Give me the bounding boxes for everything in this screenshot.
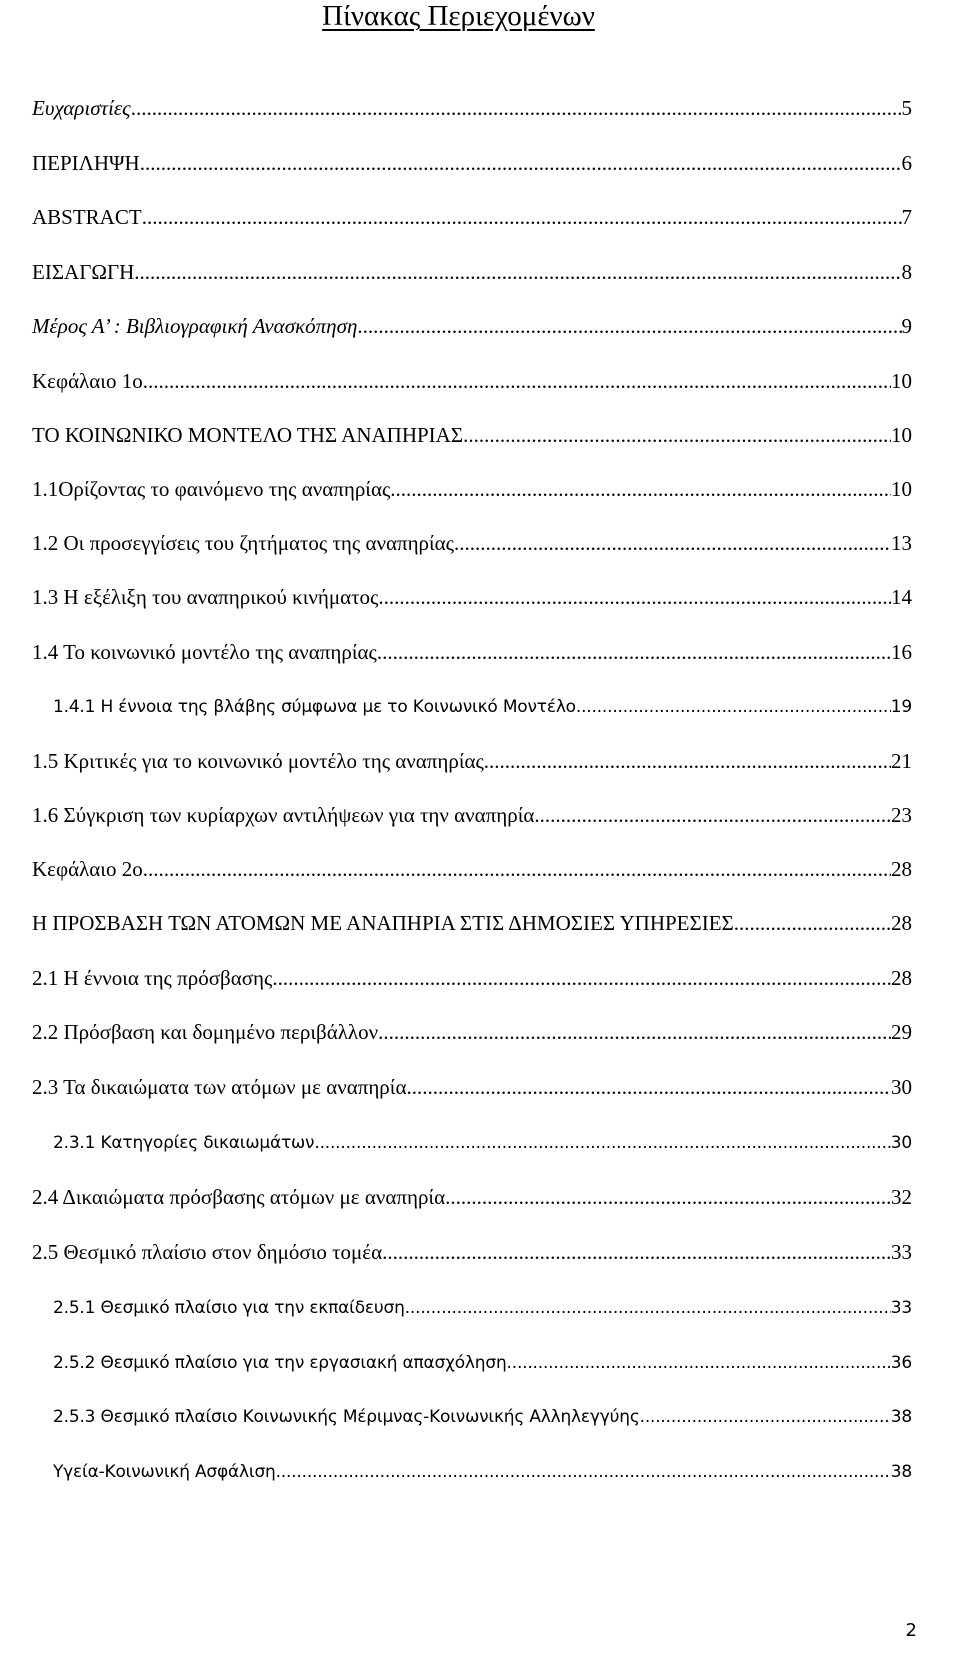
toc-entry-page: 23 [891, 803, 912, 827]
toc-entry[interactable] [0, 638, 912, 666]
toc-entry[interactable] [0, 94, 912, 122]
toc-entry[interactable] [0, 1018, 912, 1046]
toc-dot-leader [507, 1349, 891, 1377]
toc-entry[interactable] [0, 855, 912, 883]
toc-entry[interactable] [0, 801, 912, 829]
toc-entry[interactable] [0, 747, 912, 775]
toc-dot-leader [357, 312, 901, 340]
toc-entry-page: 16 [891, 640, 912, 664]
toc-entry-page: 9 [901, 314, 912, 338]
toc-entry[interactable] [0, 1458, 912, 1486]
toc-entry[interactable] [0, 312, 912, 340]
toc-entry-page: 13 [891, 531, 912, 555]
toc-dot-leader [454, 529, 891, 557]
toc-entry-label: 2.2 Πρόσβαση και δομημένο περιβάλλον [32, 1020, 379, 1044]
toc-dot-leader [406, 1073, 891, 1101]
toc-dot-leader [534, 801, 891, 829]
toc-entry-label: ΤΟ ΚΟΙΝΩΝΙΚΟ ΜΟΝΤΕΛΟ ΤΗΣ ΑΝΑΠΗΡΙΑΣ [32, 423, 464, 447]
toc-dot-leader [276, 1458, 891, 1486]
toc-entry-page: 33 [890, 1298, 912, 1318]
toc-entry[interactable] [0, 1349, 912, 1377]
toc-entry-label: 2.5.1 Θεσμικό πλαίσιο για την εκπαίδευση [53, 1298, 405, 1318]
toc-entry-label: 2.5.3 Θεσμικό πλαίσιο Κοινωνικής Μέριμνας-Κοινωνικής Αλληλεγγύης [53, 1407, 640, 1427]
toc-entry-label: Κεφάλαιο 1ο [32, 369, 143, 393]
toc-entry[interactable] [0, 1073, 912, 1101]
toc-entry-label: 2.3.1 Κατηγορίες δικαιωμάτων [53, 1133, 315, 1153]
toc-entry-page: 19 [890, 697, 912, 717]
toc-dot-leader [445, 1183, 891, 1211]
toc-entry-page: 14 [891, 585, 912, 609]
toc-entry-page: 32 [891, 1185, 912, 1209]
toc-entry-page: 6 [901, 151, 912, 175]
toc-dot-leader [463, 421, 891, 449]
toc-entry-page: 38 [890, 1407, 912, 1427]
toc-entry[interactable] [0, 964, 912, 992]
toc-dot-leader [405, 1294, 891, 1322]
toc-entry[interactable] [0, 203, 912, 231]
toc-entry-label: 2.4 Δικαιώματα πρόσβασης ατόμων με αναπηρία [32, 1185, 446, 1209]
toc-entry-label: 1.2 Οι προσεγγίσεις του ζητήματος της αναπηρίας [32, 531, 454, 555]
toc-entry-page: 28 [891, 966, 912, 990]
toc-entry-label: 2.5 Θεσμικό πλαίσιο στον δημόσιο τομέα [32, 1240, 383, 1264]
toc-entry-page: 7 [901, 205, 912, 229]
toc-entry-label: Υγεία-Κοινωνική Ασφάλιση [53, 1462, 276, 1482]
toc-entry[interactable] [0, 421, 912, 449]
toc-entry-label: Ευχαριστίες [32, 96, 131, 120]
toc-entry-page: 8 [901, 260, 912, 284]
toc-dot-leader [640, 1403, 891, 1431]
toc-entry-label: 2.5.2 Θεσμικό πλαίσιο για την εργασιακή απασχόληση [53, 1353, 507, 1373]
toc-dot-leader [382, 1238, 891, 1266]
toc-dot-leader [143, 855, 891, 883]
toc-entry-label: ΕΙΣΑΓΩΓΗ [32, 260, 135, 284]
toc-dot-leader [140, 149, 902, 177]
toc-dot-leader [576, 693, 891, 721]
toc-entry-page: 33 [891, 1240, 912, 1264]
toc-entry-label: 2.3 Τα δικαιώματα των ατόμων με αναπηρία [32, 1075, 407, 1099]
toc-entry-page: 28 [891, 911, 912, 935]
toc-dot-leader [134, 258, 901, 286]
toc-entry-label: ΠΕΡΙΛΗΨΗ [32, 151, 140, 175]
toc-entry-page: 28 [891, 857, 912, 881]
toc-entry[interactable] [0, 1403, 912, 1431]
toc-entry[interactable] [0, 1183, 912, 1211]
toc-entry-label: Η ΠΡΟΣΒΑΣΗ ΤΩΝ ΑΤΟΜΩΝ ΜΕ ΑΝΑΠΗΡΙΑ ΣΤΙΣ ΔΗΜΟΣΙΕΣ ΥΠΗΡΕΣΙΕΣ [32, 911, 734, 935]
toc-entry-page: 10 [891, 423, 912, 447]
toc-entry-label: Μέρος Α’ : Βιβλιογραφική Ανασκόπηση [32, 314, 358, 338]
toc-entry-label: 1.5 Κριτικές για το κοινωνικό μοντέλο της αναπηρίας [32, 749, 484, 773]
toc-entry[interactable] [0, 1129, 912, 1157]
toc-entry-page: 29 [891, 1020, 912, 1044]
toc-entry-label: 1.3 Η εξέλιξη του αναπηρικού κινήματος [32, 585, 379, 609]
toc-entry-label: 1.4.1 Η έννοια της βλάβης σύμφωνα με το Κοινωνικό Μοντέλο [53, 697, 576, 717]
toc-entry-page: 36 [890, 1353, 912, 1373]
toc-entry[interactable] [0, 258, 912, 286]
toc-entry-label: ABSTRACT [32, 205, 142, 229]
toc-dot-leader [377, 638, 891, 666]
toc-entry-label: 1.4 Το κοινωνικό μοντέλο της αναπηρίας [32, 640, 377, 664]
toc-entry[interactable] [0, 475, 912, 503]
toc-entry-label: 2.1 Η έννοια της πρόσβασης [32, 966, 273, 990]
toc-dot-leader [378, 583, 891, 611]
toc-entry[interactable] [0, 909, 912, 937]
toc-entry[interactable] [0, 529, 912, 557]
toc-entry-page: 21 [891, 749, 912, 773]
toc-entry-page: 10 [891, 477, 912, 501]
toc-entry-label: Κεφάλαιο 2ο [32, 857, 143, 881]
toc-entry-page: 10 [891, 369, 912, 393]
toc-entry-page: 38 [890, 1462, 912, 1482]
page-number: 2 [905, 1620, 917, 1641]
toc-dot-leader [484, 747, 891, 775]
toc-entry[interactable] [0, 1294, 912, 1322]
toc-dot-leader [390, 475, 891, 503]
toc-entry-page: 30 [890, 1133, 912, 1153]
toc-entry[interactable] [0, 693, 912, 721]
toc-entry[interactable] [0, 149, 912, 177]
toc-entry[interactable] [0, 583, 912, 611]
toc-dot-leader [734, 909, 891, 937]
toc-dot-leader [378, 1018, 891, 1046]
page-title: Πίνακας Περιεχομένων [322, 0, 595, 32]
toc-entry-label: 1.6 Σύγκριση των κυρίαρχων αντιλήψεων για την αναπηρία [32, 803, 535, 827]
toc-entry-page: 5 [901, 96, 912, 120]
toc-entry[interactable] [0, 367, 912, 395]
toc-entry-label: 1.1Ορίζοντας το φαινόμενο της αναπηρίας [32, 477, 391, 501]
toc-entry[interactable] [0, 1238, 912, 1266]
toc-entry-page: 30 [891, 1075, 912, 1099]
toc-dot-leader [272, 964, 891, 992]
toc-dot-leader [314, 1129, 890, 1157]
toc-dot-leader [142, 203, 902, 231]
toc-dot-leader [131, 94, 902, 122]
toc-dot-leader [143, 367, 891, 395]
